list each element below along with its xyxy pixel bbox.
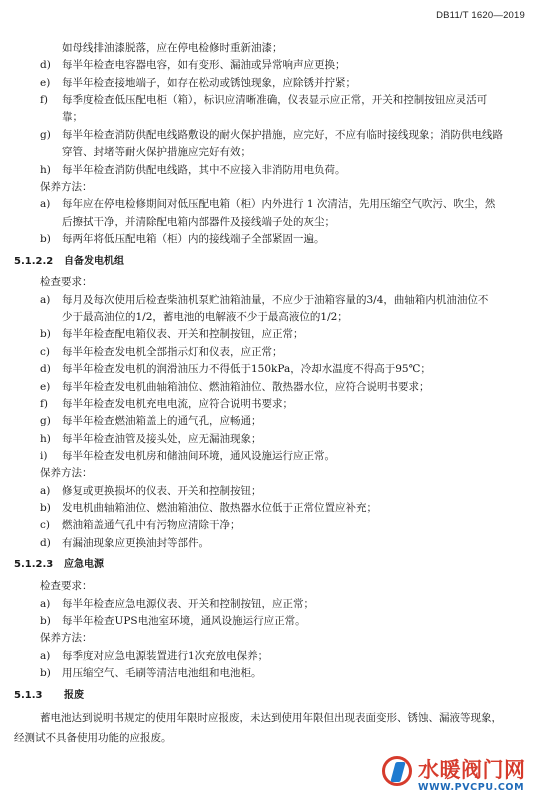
section-title: 应急电源 <box>64 559 104 571</box>
section-heading <box>0 252 541 272</box>
section-number: 5.1.2.3 <box>14 559 54 571</box>
list-item: h) 每半年检查消防供配电线路，其中不应接入非消防用电负荷。 <box>40 163 346 176</box>
list-item: i) 每半年检查发电机房和储油间环境，通风设施运行应正常。 <box>40 449 335 462</box>
list-item: g) 每半年检查燃油箱盖上的通气孔，应畅通； <box>40 415 262 428</box>
list-item: e) 每半年检查接地端子，如存在松动或锈蚀现象，应除锈并拧紧； <box>40 76 356 89</box>
maintenance-heading: 保养方法： <box>40 632 93 645</box>
paragraph-line: 经测试不具备使用功能的应报废。 <box>14 732 172 744</box>
section-number: 5.1.2.2 <box>14 255 54 267</box>
list-item: f) 每季度检查低压配电柜（箱），标识应清晰准确，仪表显示应正常，开关和控制按钮应灵活可 <box>40 94 488 107</box>
list-item: c) 每半年检查发电机全部指示灯和仪表，应正常； <box>40 345 283 358</box>
list-item: a) 每月及每次使用后检查柴油机泵贮油箱油量，不应少于油箱容量的3/4，曲轴箱内机油油位不 <box>40 293 489 306</box>
list-item: e) 每半年检查发电机曲轴箱油位、燃油箱油位、散热器水位，应符合说明书要求； <box>40 380 430 393</box>
watermark-brand: 水暖阀门网 <box>418 758 526 782</box>
list-item: b) 发电机曲轴箱油位、燃油箱油位、散热器水位低于正常位置应补充； <box>40 502 377 515</box>
check-heading: 检查要求： <box>40 276 93 289</box>
list-item: a) 每半年检查应急电源仪表、开关和控制按钮，应正常； <box>40 597 314 610</box>
list-item-continuation: 靠； <box>62 111 83 124</box>
list-item: h) 每半年检查油管及接头处，应无漏油现象； <box>40 432 262 445</box>
list-item: g) 每半年检查消防供配电线路敷设的耐火保护措施，应完好，不应有临时接线现象；消防供电线路 <box>40 128 503 141</box>
list-item: b) 用压缩空气、毛刷等清洁电池组和电池柜。 <box>40 666 262 679</box>
paragraph-line: 如母线排油漆脱落，应在停电检修时重新油漆； <box>62 42 283 54</box>
list-item: a) 每季度对应急电源装置进行1次充放电保养； <box>40 649 269 662</box>
list-item: d) 每半年检查电容器电容，如有变形、漏油或异常响声应更换； <box>40 59 346 72</box>
list-item: b) 每半年检查UPS电池室环境，通风设施运行应正常。 <box>40 614 306 627</box>
list-item-continuation: 后擦拭干净，并清除配电箱内部器件及接线端子处的灰尘； <box>62 215 335 228</box>
maintenance-heading: 保养方法： <box>40 180 93 193</box>
list-item: d) 有漏油现象应更换油封等部件。 <box>40 536 209 549</box>
list-item: d) 每半年检查发电机的润滑油压力不得低于150kPa，冷却水温度不得高于95℃； <box>40 363 431 376</box>
list-item: c) 燃油箱盖通气孔中有污物应清除干净； <box>40 519 241 532</box>
section-heading <box>0 686 541 706</box>
section-title: 报废 <box>64 690 84 701</box>
section-number: 5.1.3 <box>14 690 43 701</box>
check-heading: 检查要求： <box>40 580 93 593</box>
paragraph-line: 蓄电池达到说明书规定的使用年限时应报废，未达到使用年限但出现表面变形、锈蚀、漏液等现象， <box>40 712 502 724</box>
list-item: b) 每半年检查配电箱仪表、开关和控制按钮，应正常； <box>40 328 304 341</box>
maintenance-heading: 保养方法： <box>40 467 93 480</box>
list-item: a) 修复或更换损坏的仪表、开关和控制按钮； <box>40 484 262 497</box>
list-item-continuation: 穿管、封堵等耐火保护措施应完好有效； <box>62 146 251 159</box>
watermark-logo <box>378 752 538 798</box>
list-item: f) 每半年检查发电机充电电流，应符合说明书要求； <box>40 397 293 410</box>
brand-logo-icon <box>382 756 412 786</box>
list-item: b) 每两年将低压配电箱（柜）内的接线端子全部紧固一遍。 <box>40 232 325 245</box>
document-code: DB11/T 1620—2019 <box>436 10 525 21</box>
list-item-continuation: 少于最高油位的1/2，蓄电池的电解液不少于最高液位的1/2； <box>62 311 348 324</box>
section-heading <box>0 555 541 575</box>
watermark-url: WWW.PVCPU.COM <box>418 782 525 793</box>
section-title: 自备发电机组 <box>64 255 124 267</box>
list-item: a) 每年应在停电检修期间对低压配电箱（柜）内外进行 1 次清洁，先用压缩空气吹污、吹尘，然 <box>40 198 496 211</box>
